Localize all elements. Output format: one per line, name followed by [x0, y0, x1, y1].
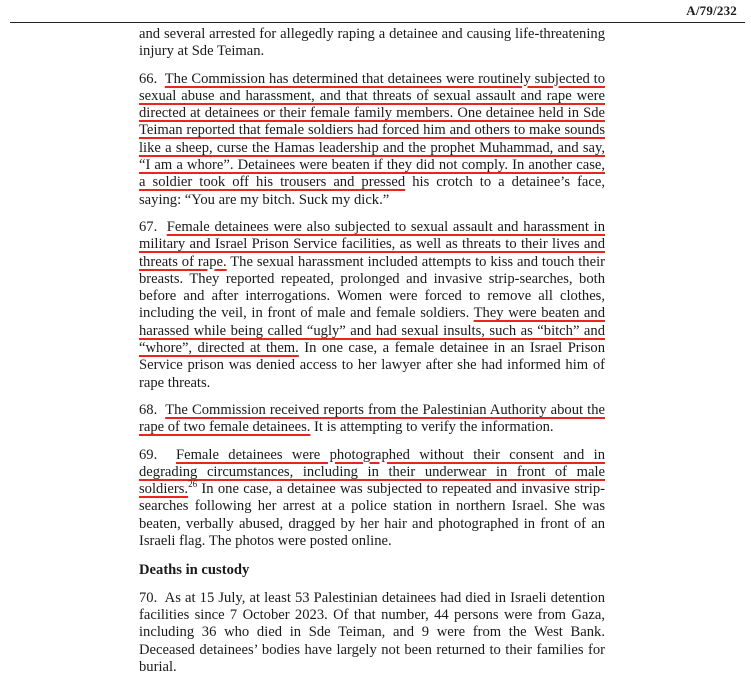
- document-symbol: A/79/232: [686, 3, 737, 18]
- paragraph-70: [139, 590, 605, 676]
- highlighted-text: The Commission received reports from the Palestinian Authority about the rape of two female detainees.: [139, 401, 605, 436]
- paragraph-text: The sexual harassment included attempts to kiss and touch their breasts. They reported repeated, prolonged and invasive strip-searches, both before and after interrogations. Women were forced to remove all clothes, including the veil, in front of male and female soldiers.: [139, 253, 605, 322]
- paragraph-text: In one case, a detainee was subjected to repeated and invasive strip-searches following her arrest at a police station in northern Israel. She was beaten, verbally abused, dragged by her hair and photographed in front of an Israeli flag. The photos were posted online.: [139, 481, 605, 550]
- highlighted-text: They were beaten and harassed while being called “ugly” and had sexual insults, such as “bitch” and “whore”, directed at them.: [139, 305, 605, 357]
- paragraph: [139, 26, 605, 61]
- section-heading: Deaths in custody: [139, 562, 250, 579]
- paragraph-number: 68.: [139, 401, 158, 418]
- paragraph: [139, 447, 605, 551]
- paragraph-text: As at 15 July, at least 53 Palestinian detainees had died in Israeli detention facilities since 7 October 2023. Of that number, 44 persons were from Gaza, including 36 who died in Sde Teiman, and 9 were from the West Bank. Deceased detainees’ bodies have largely not been returned to their families for burial.: [139, 589, 605, 675]
- header-rule: [10, 22, 745, 23]
- paragraphs: [139, 26, 605, 550]
- paragraph: [139, 219, 605, 392]
- document-body: [139, 26, 605, 686]
- paragraph-number: 69.: [139, 446, 158, 463]
- paragraph-text: It is attempting to verify the information.: [310, 419, 554, 436]
- paragraph-text: and several arrested for allegedly raping a detainee and causing life-threatening injury at Sde Teiman.: [139, 26, 605, 60]
- paragraph: [139, 402, 605, 437]
- paragraph-number: 66.: [139, 70, 158, 87]
- highlighted-text: Female detainees were also subjected to sexual assault and harassment in military and Israel Prison Service facilities, as well as threats to their lives and threats of rape.: [139, 218, 605, 270]
- paragraph-text: In one case, a female detainee in an Israel Prison Service prison was denied access to her lawyer after she had informed him of rape threats.: [139, 340, 605, 391]
- paragraph: [139, 71, 605, 209]
- paragraph-number: 67.: [139, 218, 158, 235]
- highlighted-text: Female detainees were photographed without their consent and in degrading circumstances, including in their underwear in front of male soldiers.: [139, 446, 606, 498]
- paragraph-number: 70.: [139, 589, 158, 606]
- paragraph-text: his crotch to a detainee’s face, saying: “You are my bitch. Suck my dick.”: [139, 174, 606, 208]
- footnote-ref[interactable]: 26: [188, 479, 198, 490]
- highlighted-text: The Commission has determined that detainees were routinely subjected to sexual abuse and harassment, and that threats of sexual assault and rape were directed at detainees or their female family members. One detainee held in Sde Teiman reported that female soldiers had forced him and others to make sounds like a sheep, curse the Hamas leadership and the prophet Muhammad, and say, “I am a whore”. Detainees were beaten if they did not comply. In another case, a soldier took off his trousers and pressed: [139, 70, 605, 191]
